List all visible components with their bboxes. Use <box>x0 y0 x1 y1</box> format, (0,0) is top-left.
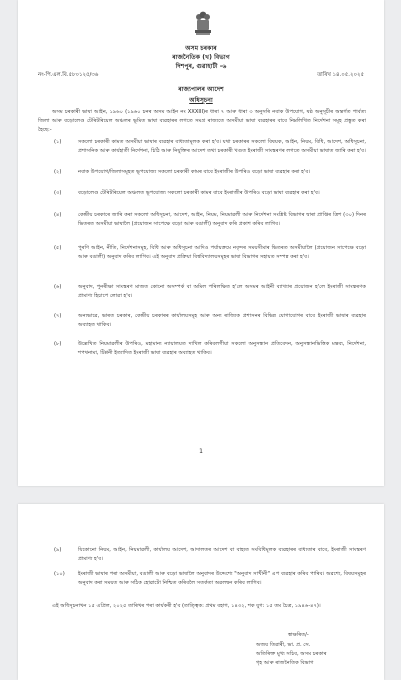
page-number: 1 <box>199 448 203 455</box>
signatory-name: অজয় তিৱাৰী, ভা. প্ৰ. সে. <box>256 642 311 648</box>
item-number: (৯) <box>54 547 62 553</box>
item-text: অনুবাদ, পুনৰীক্ষা সাংস্কৰণ মাজত কোনো অসম্পৰ্ক বা অমিল পৰিলক্ষিত হ'লে অসমৰ আইনী ব্যাখ্যাৰ প্ৰয়োজন হ'লে ইংৰাজী সাংস্কৰণক প্ৰামাণ্য হিচাপে লোৱা হ'ব। <box>78 284 366 299</box>
item-text: পুৰণি আইন, নীতি, নিৰ্দেশনাসমূহ, বিধি আৰু অধিসূচনা আদিও পৰ্যায়ক্ৰমে নবৃন্দৰ সময়সীমাৰ ভিতৰত অসমীয়ালৈ (প্ৰয়োজন সাপেক্ষে বড়ো আৰু বঙালী) অনুবাদ কৰিব লাগিব। এই অনুবাদ প্ৰক্ৰিয়া বিশ্ববিদ্যালয়সমূহৰ ভাষা বিভাগৰ সহায়ত সম্পন্ন কৰা হ'ব। <box>78 245 366 260</box>
signatory-designation: অতিৰিক্ত মুখ্য সচিব, অসম চৰকাৰ <box>256 651 327 657</box>
item-number: (৮) <box>54 341 62 347</box>
intro-paragraph: অসম চৰকাৰী ভাষা আইন, ১৯৬০ (১৯৬০ চনৰ অসম আইন নং XXXIII)ৰ ধাৰা ৭ আৰু ধাৰা ৩ অনুসৰি নবাক উপযোগ, ষষ্ঠ অনুসূচীৰ অন্তৰ্গত পাৰ্বত্য জিলা আৰু বড়োলেণ্ড টেৰিটৰিয়েল অঞ্চলৰ ভূমিত ভাষা ব্যৱহাৰৰ লগতে সমগ্ৰ ৰাজ্যতে অসমীয়া ভাষা ব্যৱহাৰৰ বাবে নিম্নলিখিত নিৰ্দেশনা সমূহ প্ৰস্তুত কৰা হৈছে:- <box>38 109 366 133</box>
item-number: (১০) <box>54 571 65 577</box>
document-date: তাৰিখ ১৪.০৫.২০২৫ <box>317 72 364 78</box>
item-text: যিকোনো নিয়ম, আইন, নিয়মাৱলী, কাৰ্যালয় আদেশ, আদালতৰ আদেশ বা বাহ্যত সংবিধিমূলক ব্যৱহাৰৰ বাধ্যতাৰ বাবে, ইংৰাজী সাংস্কৰণ প্ৰামাণ্য হ'ব। <box>78 547 366 562</box>
reference-number: নং-পি.এল.বি.৫৮০১২৫/৩৬ <box>38 72 99 78</box>
item-number: (৬) <box>54 284 62 290</box>
signature-label: স্বাক্ষৰিত/- <box>288 632 309 638</box>
item-number: (৩) <box>54 190 62 196</box>
item-text: অন্যভাৱে, ভাৰত চৰকাৰ, কেন্দ্ৰীয় চৰকাৰৰ কাৰ্যালয়সমূহ আৰু অন্য ৰাজ্যিক প্ৰশাসনৰ বিভিন্ন যোগাযোগৰ বাবে ইংৰাজী ভাষাৰ ব্যৱহাৰ অব্যাহত থাকিব। <box>78 313 366 328</box>
document-page-2 <box>18 504 384 680</box>
order-title: ৰাজ্যপালৰ আদেশ <box>178 86 224 93</box>
item-text: ইংৰাজী ভাষাৰ পৰা অসমীয়া, বঙালী আৰু বড়ো ভাষালৈ অনুবাদৰ উদ্দেশ্যে "অনুবাদ সাখীনী" এপ ব্যৱহাৰ কৰিব পাৰিব। অৱশ্যে, বিষয়সমূহৰ অনুবাদ কৰা সময়ত আৰু সঠিক হোৱাটো নিশ্চিত কৰিবলৈ সতৰ্কতা অৱলম্বন কৰিব লাগিব। <box>78 571 366 586</box>
item-number: (২) <box>54 169 62 175</box>
item-number: (১) <box>54 139 62 145</box>
state-emblem-icon <box>192 10 214 36</box>
item-text: উল্লেখিত নিয়মাৱলীৰ উপৰিও, মহামান্য ন্যায়ালয়ত দাখিল কৰিবলগীয়া সকলো অনুসন্ধান প্ৰতিবেদন, অনুসন্ধানভিত্তিক মন্তব্য, নিৰ্দেশনা, শপথনামা, টিপ্পনী ইত্যাদিত ইংৰাজী ভাষা ব্যৱহাৰ অব্যাহত থাকিব। <box>78 341 366 356</box>
notice-title: অধিসূচনা <box>189 97 213 104</box>
closing-paragraph: এই অধিসূচনাখন ১৫ এপ্ৰিল, ২০২৫ তাৰিখৰ পৰা কাৰ্যকৰী হ'ব (তাত্ত্বিক: প্ৰথম বহাগ, ১৪৩২, শক যুগ: ১৫ তম চৈত্ৰ, ১৯৪৬-৪৭)। <box>52 603 321 609</box>
item-number: (৫) <box>54 245 62 251</box>
item-text: সকলো চৰকাৰী কামত অসমীয়া ভাষাৰ ব্যৱহাৰ বাধ্যতামূলক কৰা হ'ব। যথা চৰকাৰৰ সকলো বিষয়ক, আইন, নিয়ম, বিধি, আদেশ, অধিসূচনা, প্ৰশাসনিক আৰু কাৰ্যহাতী নিৰ্দেশনা, চিঠি আৰু নিযুক্তিৰ আদেশ তথা চৰকাৰী খণ্ডত ইংৰাজী সাংস্কৰণৰ লগতে অসমীয়া ভাষাত জাৰি কৰা হ'ব। <box>78 139 366 154</box>
item-number: (৭) <box>54 313 62 319</box>
signatory-department: গৃহ আৰু ৰাজনৈতিক বিভাগ <box>256 660 314 666</box>
document-page-1 <box>18 0 384 486</box>
item-text: বড়োলেণ্ড টেৰিটৰিয়েল অঞ্চলত ভূপযোজ্য সকলো চৰকাৰী কামৰ বাবে ইংৰাজীৰ উপৰিও বড়ো ভাষা ব্যৱহাৰ কৰা হ'ব। <box>78 190 320 196</box>
item-number: (৪) <box>54 212 62 218</box>
place-name: দিশপুৰ, গুৱাহাটী -৬ <box>175 63 227 70</box>
department-name: ৰাজনৈতিক (খ) বিভাগ <box>172 54 230 61</box>
item-text: নবাক উপযোগ/জিলাসমূহত ভূপযোজ্য সকলো চৰকাৰী কামৰ বাবে ইংৰাজীৰ উপৰিও বড়ো ভাষা ব্যৱহাৰ কৰা হ'ব। <box>78 169 311 175</box>
org-name: অসম চৰকাৰ <box>185 45 217 52</box>
item-text: কেন্দ্ৰীয় চৰকাৰে জাৰি কৰা সকলো অধিসূচনা, আদেশ, আইন, নিয়ম, নিয়মাৱলী আৰু নিৰ্দেশনা সংশ্লিষ্ট বিভাগৰ দ্বাৰা প্ৰাপ্তিৰ ত্ৰিশ (৩০) দিনৰ ভিতৰত অসমীয়া ভাষালৈ (প্ৰয়োজন সাপেক্ষে বড়ো আৰু বঙালী) অনুবাদ কৰি প্ৰকাশ কৰিব লাগিব। <box>78 212 366 227</box>
